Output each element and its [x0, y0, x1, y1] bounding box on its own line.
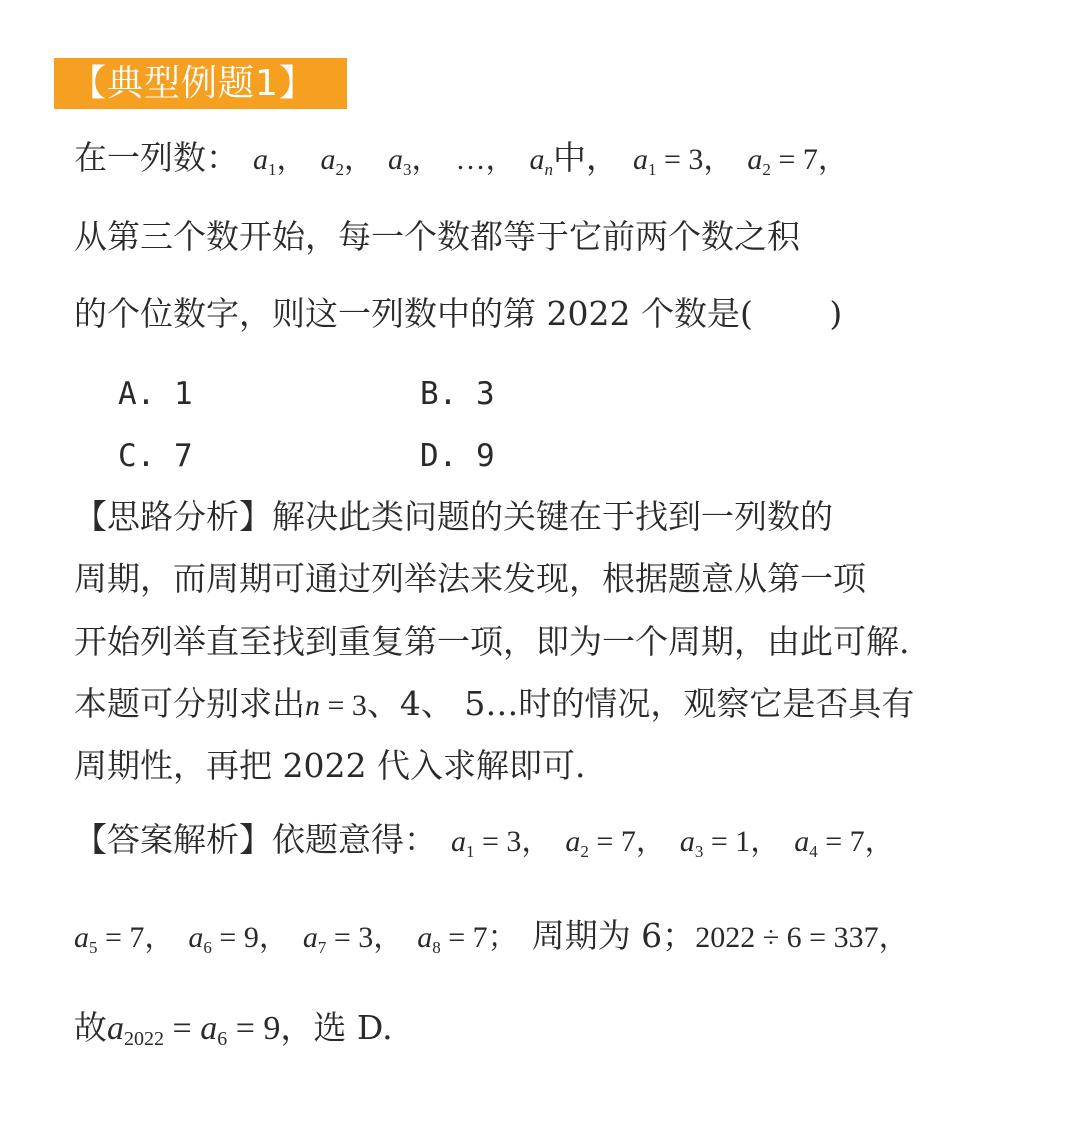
question-line-2: 从第三个数开始，每一个数都等于它前两个数之积 — [74, 217, 800, 256]
question-intro: 在一列数： — [74, 138, 239, 177]
answer-label: 【答案解析】依题意得： — [74, 820, 437, 859]
option-c: C. 7 — [118, 438, 193, 474]
answer-terms-1: $a_1 = 3$， $a_2 = 7$， $a_3 = 1$， $a_4 = 7$， — [451, 825, 895, 861]
answer-terms-2: $a_5 = 7$， $a_6 = 9$， $a_7 = 3$， $a_8 = 7$； — [74, 921, 518, 957]
option-a: A. 1 — [118, 376, 193, 412]
answer-choice: ，选 D. — [280, 1008, 393, 1047]
n-equals-3: n = 3 — [305, 689, 367, 722]
question-line-1 — [74, 136, 848, 192]
sequence-terms: $a_1$， $a_2$， $a_3$， …， $a_n$ — [253, 143, 553, 179]
analysis-line-2: 周期，而周期可通过列举法来发现，根据题意从第一项 — [74, 559, 866, 598]
answer-line-3 — [74, 1006, 393, 1061]
question-zhong: 中， — [553, 138, 619, 177]
answer-line-2 — [74, 914, 909, 970]
period-text: 周期为 6； — [531, 916, 696, 955]
option-d: D. 9 — [420, 438, 495, 474]
answer-conclusion-prefix: 故 — [74, 1008, 107, 1047]
analysis-line-5: 周期性，再把 2022 代入求解即可. — [74, 746, 586, 785]
analysis-line-1: 【思路分析】解决此类问题的关键在于找到一列数的 — [74, 497, 833, 536]
a2022-equation: $a_{2022} = a_6 = 9$ — [107, 1010, 281, 1050]
analysis-line-4-end: 、4、 5…时的情况，观察它是否具有 — [366, 684, 915, 723]
analysis-line-4 — [74, 682, 914, 728]
option-b: B. 3 — [420, 376, 495, 412]
example-title-badge: 【典型例题1】 — [54, 58, 347, 109]
analysis-line-4-start: 本题可分别求出 — [74, 684, 305, 723]
initial-terms: $a_1 = 3$， $a_2 = 7$， — [633, 143, 848, 179]
analysis-line-3: 开始列举直至找到重复第一项，即为一个周期，由此可解. — [74, 622, 910, 661]
division-result: 2022 ÷ 6 = 337， — [695, 921, 909, 954]
answer-line-1 — [74, 818, 895, 874]
question-line-3: 的个位数字，则这一列数中的第 2022 个数是( ) — [74, 294, 843, 333]
